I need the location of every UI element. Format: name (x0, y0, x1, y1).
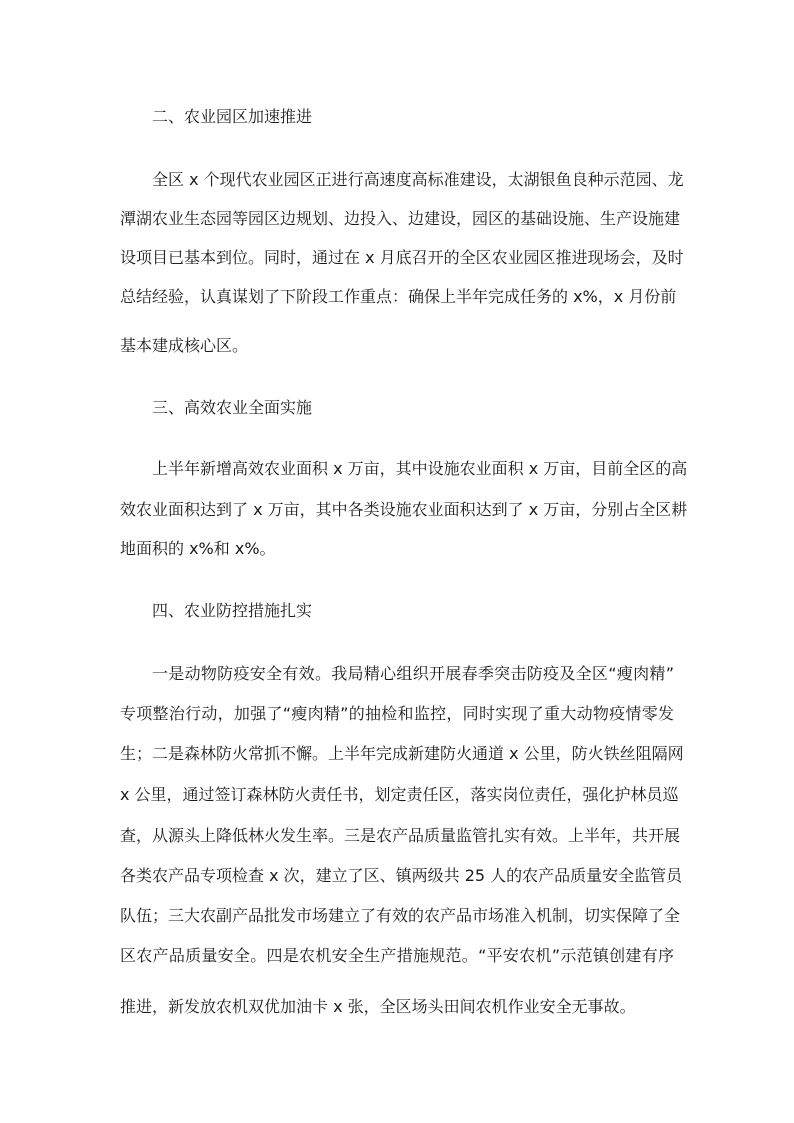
paragraph-line: 基本建成核心区。 (120, 336, 249, 355)
paragraph-line: 推进，新发放农机双优加油卡 x 张，全区场头田间农机作业安全无事故。 (120, 997, 636, 1016)
paragraph-line: 区农产品质量安全。四是农机安全生产措施规范。“平安农机”示范镇创建有序 (120, 946, 674, 965)
paragraph-line: 各类农产品专项检查 x 次，建立了区、镇两级共 25 人的农产品质量安全监管员 (120, 866, 683, 885)
section-heading-4: 四、农业防控措施扎实 (152, 601, 313, 620)
paragraph-line: 生；二是森林防火常抓不懈。上半年完成新建防火通道 x 公里，防火铁丝阻隔网 (120, 744, 684, 763)
paragraph-line: 队伍；三大农副产品批发市场建立了有效的农产品市场准入机制，切实保障了全 (120, 906, 681, 925)
paragraph-line: 一是动物防疫安全有效。我局精心组织开展春季突击防疫及全区“瘦肉精” (152, 664, 674, 683)
paragraph-line: 全区 x 个现代农业园区正进行高速度高标准建设，太湖银鱼良种示范园、龙 (152, 170, 684, 189)
paragraph-line: 设项目已基本到位。同时，通过在 x 月底召开的全区农业园区推进现场会，及时 (120, 248, 684, 267)
paragraph-line: 查，从源头上降低林火发生率。三是农产品质量监管扎实有效。上半年，共开展 (120, 826, 681, 845)
paragraph-line: 总结经验，认真谋划了下阶段工作重点：确保上半年完成任务的 x%，x 月份前 (120, 287, 677, 306)
paragraph-line: 地面积的 x%和 x%。 (120, 539, 276, 558)
section-heading-2: 二、农业园区加速推进 (152, 107, 313, 126)
section-heading-3: 三、高效农业全面实施 (152, 398, 313, 417)
paragraph-line: 效农业面积达到了 x 万亩，其中各类设施农业面积达到了 x 万亩，分别占全区耕 (120, 500, 688, 519)
paragraph-line: 专项整治行动，加强了“瘦肉精”的抽检和监控，同时实现了重大动物疫情零发 (120, 704, 674, 723)
paragraph-line: x 公里，通过签订森林防火责任书，划定责任区，落实岗位责任，强化护林员巡 (120, 785, 679, 804)
paragraph-line: 上半年新增高效农业面积 x 万亩，其中设施农业面积 x 万亩，目前全区的高 (152, 459, 688, 478)
paragraph-line: 潭湖农业生态园等园区边规划、边投入、边建设，园区的基础设施、生产设施建 (120, 209, 681, 228)
